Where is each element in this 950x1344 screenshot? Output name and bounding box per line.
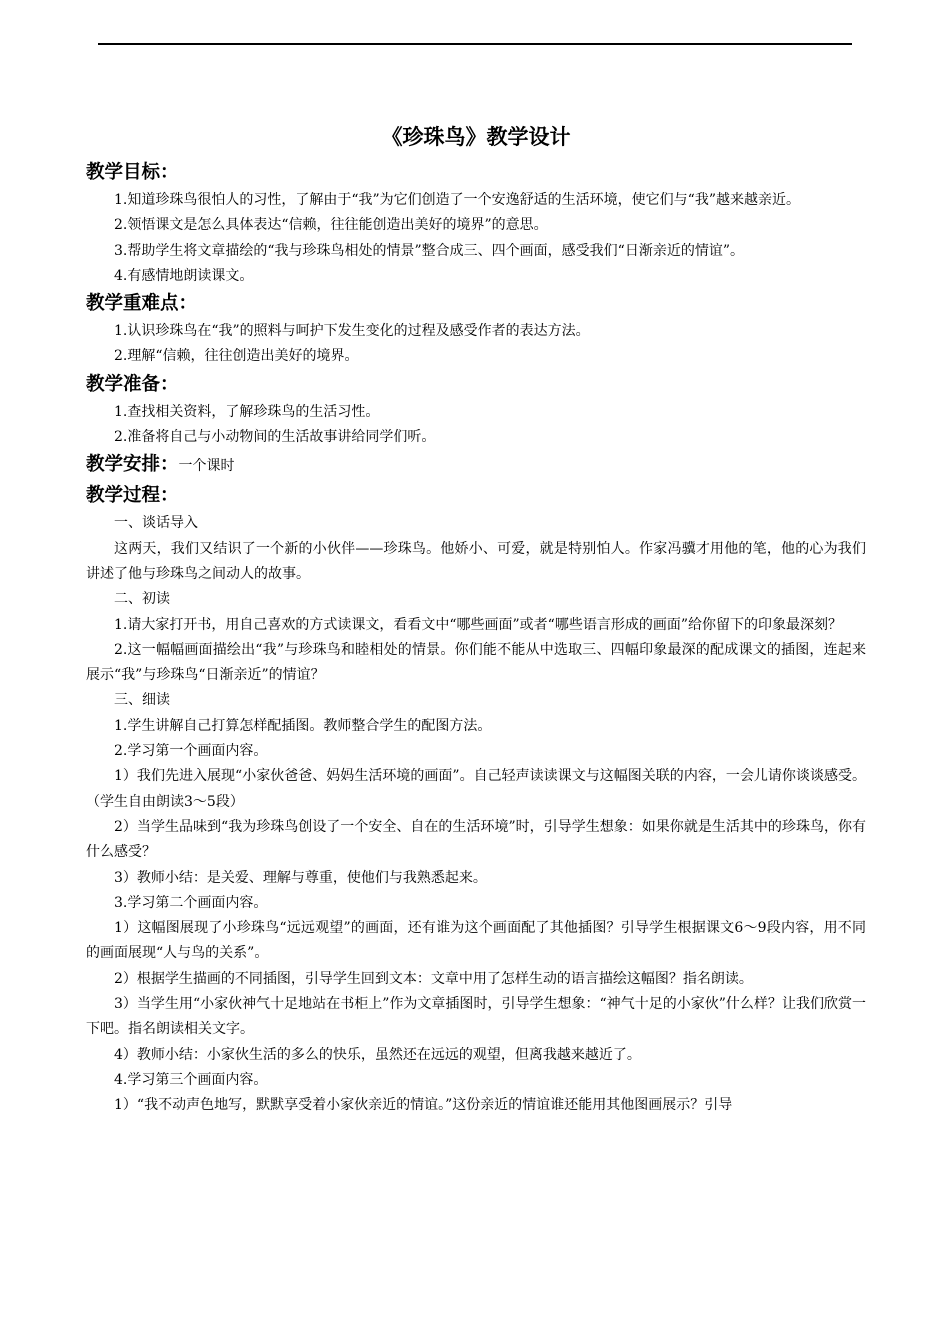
process-paragraph: 4.学习第三个画面内容。	[114, 1071, 268, 1088]
document-body	[86, 120, 866, 1119]
process-paragraph: 三、细读	[114, 692, 170, 709]
heading-arrangement	[86, 450, 866, 481]
process-paragraph: 3）当学生用“小家伙神气十足地站在书柜上”作为文章插图时，引导学生想象：“神气十足的小家伙”什么样？让我们欣赏一下吧。指名朗读相关文字。	[86, 996, 866, 1038]
process-paragraph: 1.学生讲解自己打算怎样配插图。教师整合学生的配图方法。	[114, 717, 492, 734]
process-paragraph: 一、谈话导入	[114, 515, 198, 532]
process-paragraph: 1.请大家打开书，用自己喜欢的方式读课文，看看文中“哪些画面”或者“哪些语言形成的画面”给你留下的印象最深刻？	[114, 616, 842, 633]
process-paragraph: 1）这幅图展现了小珍珠鸟“远远观望”的画面，还有谁为这个画面配了其他插图？引导学生根据课文6～9段内容，用不同的画面展现“人与鸟的关系”。	[86, 920, 866, 962]
header-rule	[98, 43, 852, 45]
process-paragraph: 二、初读	[114, 591, 170, 608]
heading-objectives: 教学目标：	[86, 162, 179, 183]
preparation-item: 2.准备将自己与小动物间的生活故事讲给同学们听。	[114, 429, 436, 446]
heading-key-points: 教学重难点：	[86, 293, 198, 315]
preparation-item: 1.查找相关资料，了解珍珠鸟的生活习性。	[114, 403, 380, 420]
arrangement-value: 一个课时	[178, 458, 235, 475]
key-point-item: 2.理解“信赖，往往创造出美好的境界。	[114, 348, 359, 365]
heading-preparation: 教学准备：	[86, 373, 179, 395]
document-title: 《珍珠鸟》教学设计	[381, 124, 571, 149]
process-paragraph: 2.这一幅幅画面描绘出“我”与珍珠鸟和睦相处的情景。你们能不能从中选取三、四幅印象最深的配成课文的插图，连起来展示“我”与珍珠鸟“日渐亲近”的情谊？	[86, 641, 866, 684]
process-paragraph: 3）教师小结：是关爱、理解与尊重，使他们与我熟悉起来。	[114, 869, 487, 886]
arrangement-label: 教学安排：	[86, 454, 179, 476]
objective-item: 1.知道珍珠鸟很怕人的习性，了解由于“我”为它们创造了一个安逸舒适的生活环境，使它们与“我”越来越亲近。	[114, 192, 800, 208]
key-point-item: 1.认识珍珠鸟在“我”的照料与呵护下发生变化的过程及感受作者的表达方法。	[114, 323, 590, 340]
process-paragraph: 2）根据学生描画的不同插图，引导学生回到文本：文章中用了怎样生动的语言描绘这幅图？指名朗读。	[114, 970, 753, 987]
objective-item: 2.领悟课文是怎么具体表达“信赖，往往能创造出美好的境界”的意思。	[114, 217, 548, 234]
process-paragraph: 1）“我不动声色地写，默默享受着小家伙亲近的情谊。”这份亲近的情谊谁还能用其他图画展示？引导	[114, 1097, 733, 1114]
process-paragraph: 1）我们先进入展现“小家伙爸爸、妈妈生活环境的画面”。自己轻声读读课文与这幅图关联的内容，一会儿请你谈谈感受。（学生自由朗读3～5段）	[86, 768, 866, 810]
objective-item: 4.有感情地朗读课文。	[114, 267, 254, 284]
process-paragraph: 这两天，我们又结识了一个新的小伙伴——珍珠鸟。他娇小、可爱，就是特别怕人。作家冯骥才用他的笔，他的心为我们讲述了他与珍珠鸟之间动人的故事。	[86, 540, 866, 582]
process-paragraph: 3.学习第二个画面内容。	[114, 894, 268, 911]
heading-process: 教学过程：	[86, 485, 179, 507]
process-paragraph: 2）当学生品味到“我为珍珠鸟创设了一个安全、自在的生活环境”时，引导学生想象：如果你就是生活其中的珍珠鸟，你有什么感受？	[86, 818, 866, 861]
process-paragraph: 4）教师小结：小家伙生活的多么的快乐，虽然还在远远的观望，但离我越来越近了。	[114, 1046, 641, 1063]
objective-item: 3.帮助学生将文章描绘的“我与珍珠鸟相处的情景”整合成三、四个画面，感受我们“日渐亲近的情谊”。	[114, 242, 744, 259]
process-paragraph: 2.学习第一个画面内容。	[114, 743, 268, 760]
